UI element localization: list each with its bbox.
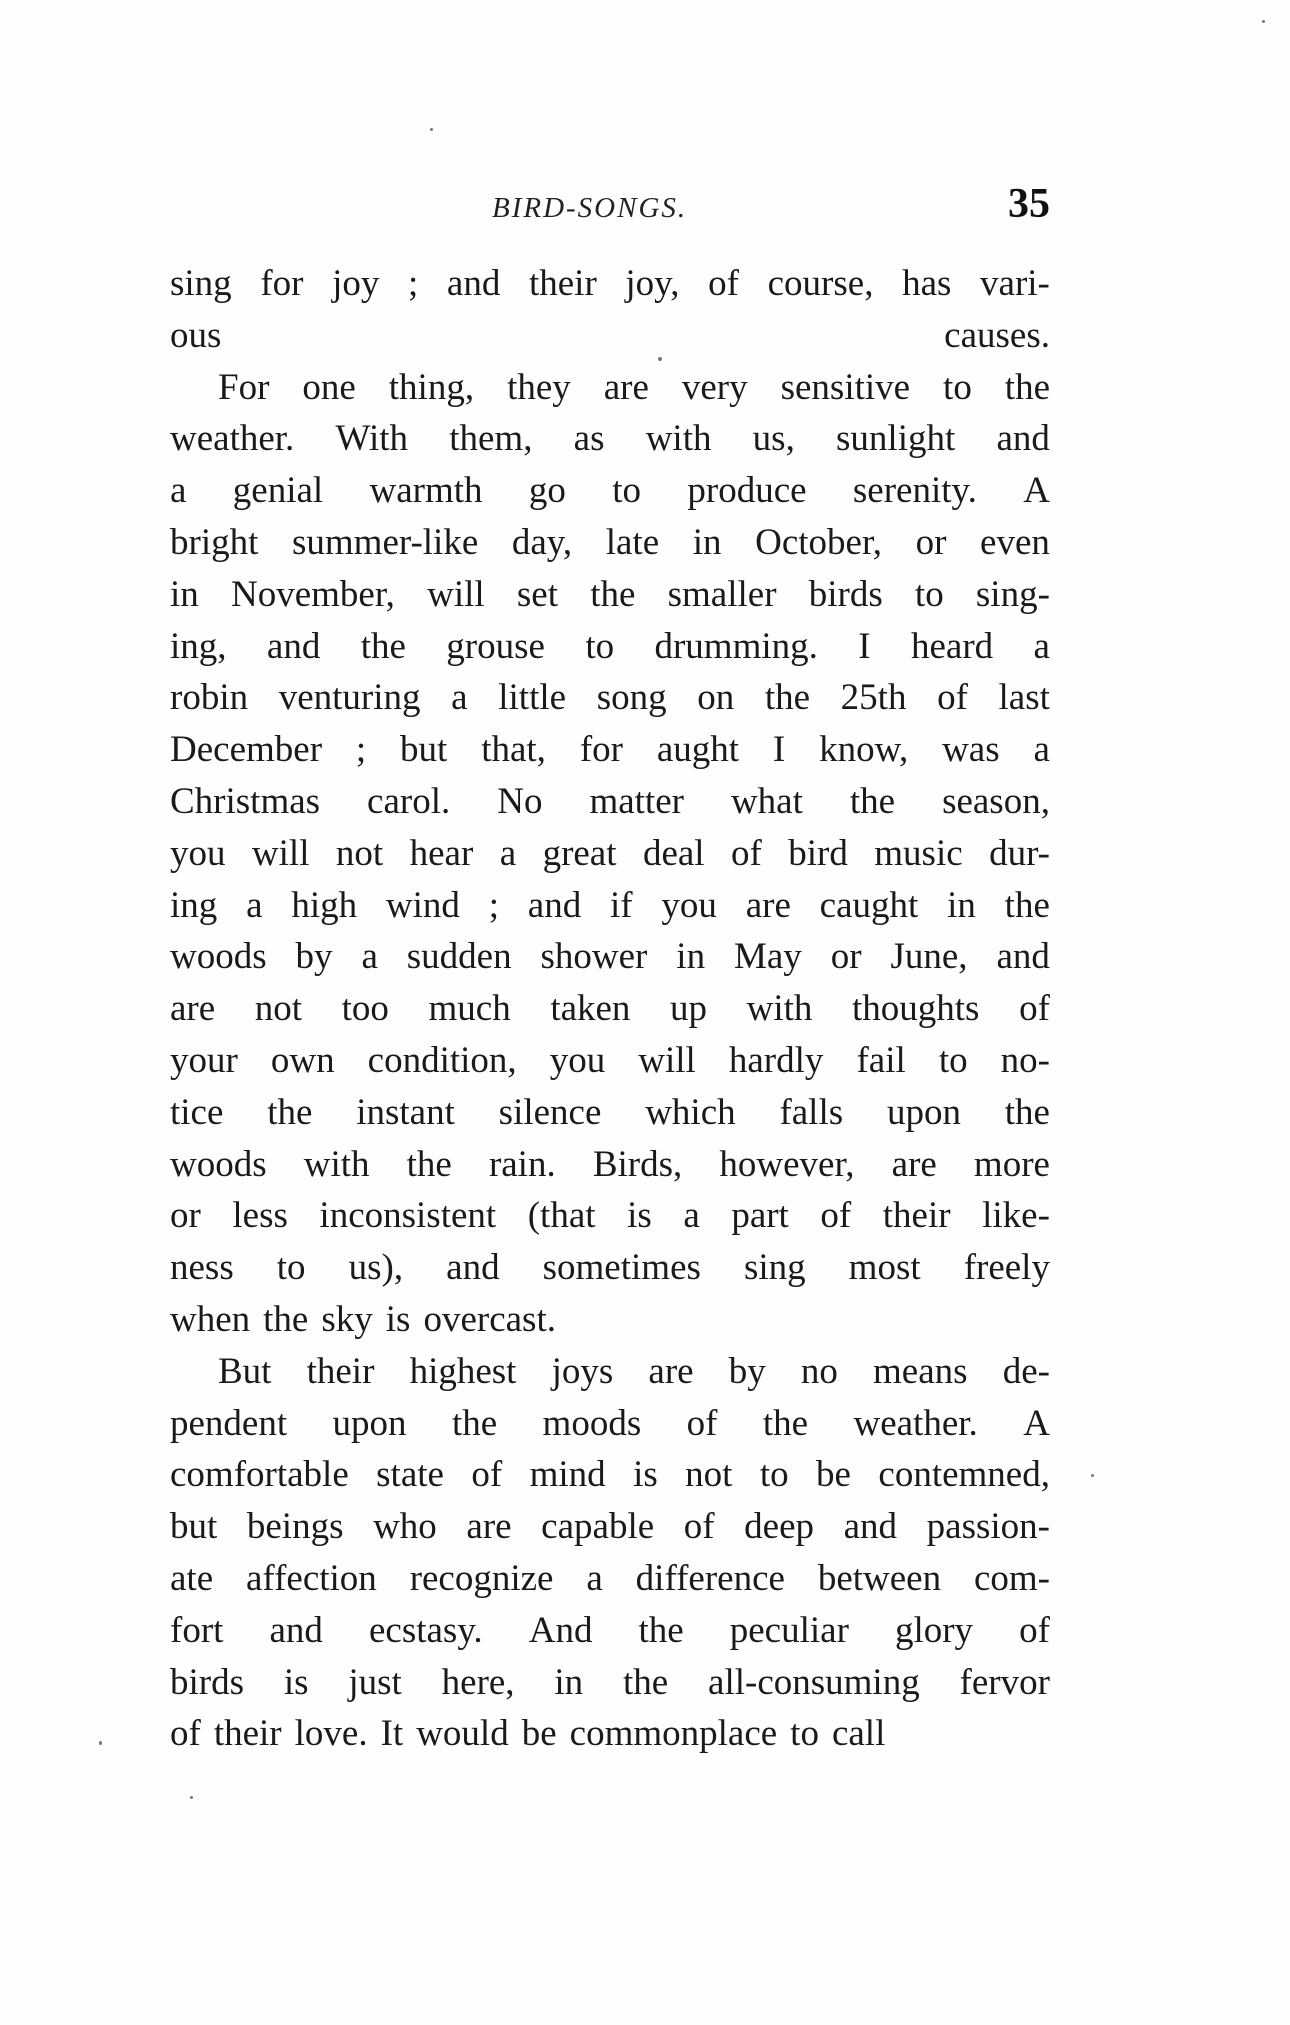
text-line: woods by a sudden shower in May or June, and (170, 936, 1050, 978)
text-line: or less inconsistent (that is a part of their like- (170, 1195, 1050, 1237)
text-line: in November, will set the smaller birds to sing- (170, 573, 1050, 615)
text-line: your own condition, you will hardly fail to no- (170, 1039, 1050, 1081)
paper-speck (99, 1741, 102, 1745)
text-line: ous causes. (170, 314, 1050, 356)
text-line: of their love. It would be commonplace to call (170, 1713, 886, 1755)
running-head (170, 181, 1050, 238)
text-line: woods with the rain. Birds, however, are more (170, 1143, 1050, 1185)
text-line: fort and ecstasy. And the peculiar glory of (170, 1609, 1050, 1651)
text-line: ing a high wind ; and if you are caught in the (170, 884, 1050, 926)
paragraph (170, 1346, 1050, 1760)
text-line: For one thing, they are very sensitive to the (218, 366, 1050, 408)
text-line: ness to us), and sometimes sing most freely (170, 1247, 1050, 1289)
text-line: pendent upon the moods of the weather. A (170, 1402, 1050, 1444)
paper-speck (658, 357, 662, 361)
text-line: But their highest joys are by no means de- (218, 1350, 1050, 1392)
text-line: comfortable state of mind is not to be contemned, (170, 1454, 1050, 1496)
paper-speck (430, 128, 433, 131)
body-text (170, 258, 1050, 1760)
text-line: birds is just here, in the all-consuming fervor (170, 1661, 1050, 1703)
paragraph (170, 362, 1050, 1346)
text-line: weather. With them, as with us, sunlight and (170, 418, 1050, 460)
text-line: sing for joy ; and their joy, of course, has vari- (170, 263, 1050, 304)
text-line: bright summer-like day, late in October, or even (170, 521, 1050, 563)
page-number: 35 (1008, 181, 1050, 227)
text-line: when the sky is overcast. (170, 1298, 556, 1340)
paper-speck (190, 1796, 193, 1799)
text-line: Christmas carol. No matter what the season, (170, 780, 1050, 822)
text-line: you will not hear a great deal of bird music dur- (170, 832, 1050, 874)
text-line: ing, and the grouse to drumming. I heard a (170, 625, 1050, 667)
running-title: BIRD-SONGS. (492, 192, 688, 224)
text-line: tice the instant silence which falls upon the (170, 1091, 1050, 1133)
paragraph (170, 258, 1050, 362)
text-line: ate affection recognize a difference between com- (170, 1557, 1050, 1599)
paper-speck (1091, 1474, 1094, 1477)
text-line: are not too much taken up with thoughts of (170, 988, 1050, 1030)
text-line: robin venturing a little song on the 25th of last (170, 677, 1050, 719)
text-line: a genial warmth go to produce serenity. A (170, 470, 1050, 512)
text-line: but beings who are capable of deep and passion- (170, 1506, 1050, 1548)
text-line: December ; but that, for aught I know, was a (170, 729, 1050, 771)
paper-speck (1262, 20, 1265, 23)
